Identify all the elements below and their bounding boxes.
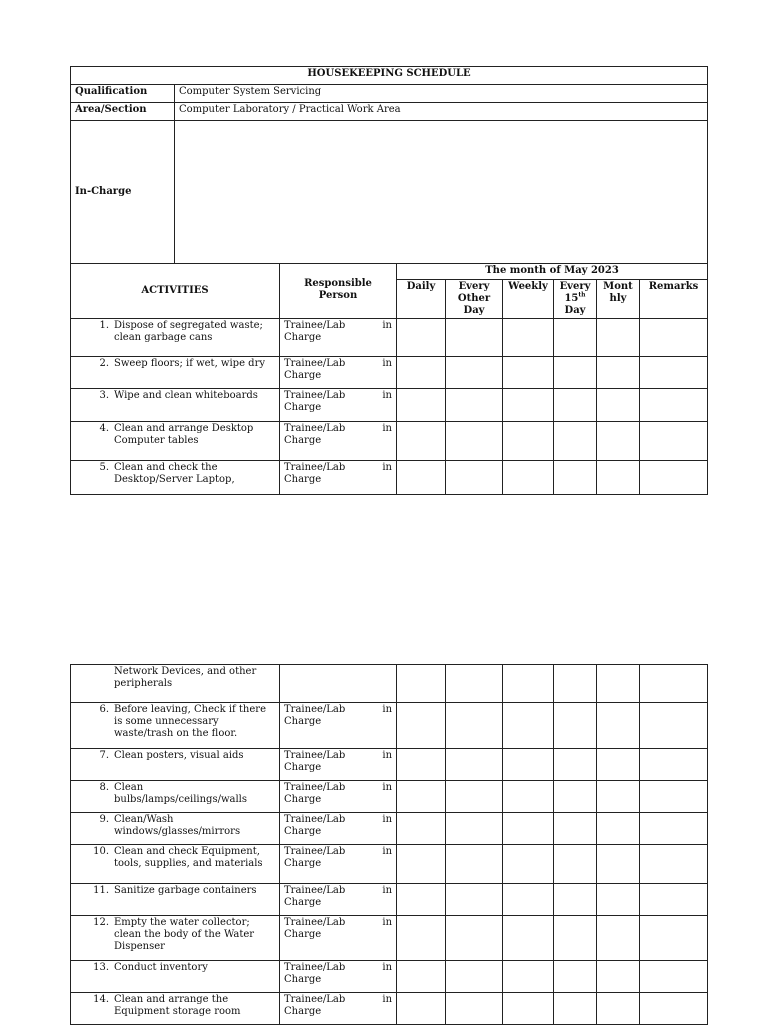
responsible-cell xyxy=(280,389,397,422)
weekly-cell xyxy=(503,357,554,389)
daily-cell xyxy=(397,845,446,884)
every-other-day-cell xyxy=(446,845,503,884)
activity-number: 3. xyxy=(99,390,109,401)
activity-number: 5. xyxy=(99,462,109,473)
responsible-text: Trainee/Lab xyxy=(284,704,346,715)
weekly-cell xyxy=(503,916,554,961)
remarks-cell xyxy=(640,916,708,961)
responsible-text: in xyxy=(382,994,393,1005)
every-other-day-cell xyxy=(446,813,503,845)
table-row xyxy=(71,422,708,461)
table-row xyxy=(71,884,708,916)
schedule-title: HOUSEKEEPING SCHEDULE xyxy=(71,67,708,85)
activity-cell xyxy=(71,916,280,961)
weekly-cell xyxy=(503,422,554,461)
responsible-header: Responsible Person xyxy=(280,264,397,319)
activity-text: Before leaving, Check if there is some unnecessary waste/trash on the floor. xyxy=(114,704,266,739)
responsible-text: Charge xyxy=(284,929,322,940)
responsible-text: Trainee/Lab xyxy=(284,390,346,401)
every-other-day-cell xyxy=(446,884,503,916)
responsible-text: in xyxy=(382,814,393,825)
every-15th-day-cell xyxy=(554,884,597,916)
table-row xyxy=(71,916,708,961)
activity-text: Clean posters, visual aids xyxy=(114,750,244,761)
remarks-cell xyxy=(640,961,708,993)
remarks-cell xyxy=(640,389,708,422)
activity-cell xyxy=(71,461,280,495)
monthly-cell xyxy=(597,703,640,749)
responsible-cell xyxy=(280,319,397,357)
every-15th-day-cell xyxy=(554,813,597,845)
activity-number: 11. xyxy=(93,885,109,896)
responsible-text: in xyxy=(382,846,393,857)
activity-number: 1. xyxy=(99,320,109,331)
activity-text: Conduct inventory xyxy=(114,962,208,973)
table-row xyxy=(71,665,708,703)
remarks-header: Remarks xyxy=(640,280,708,319)
qualification-value: Computer System Servicing xyxy=(175,85,708,103)
responsible-cell xyxy=(280,749,397,781)
incharge-value xyxy=(175,121,708,264)
monthly-cell xyxy=(597,884,640,916)
activity-number: 2. xyxy=(99,358,109,369)
responsible-text: Charge xyxy=(284,897,322,908)
responsible-cell xyxy=(280,703,397,749)
monthly-cell xyxy=(597,916,640,961)
responsible-text: Trainee/Lab xyxy=(284,320,346,331)
table-row xyxy=(71,357,708,389)
remarks-cell xyxy=(640,319,708,357)
responsible-text: Charge xyxy=(284,826,322,837)
activity-number: 12. xyxy=(93,917,109,928)
activity-text: Clean bulbs/lamps/ceilings/walls xyxy=(114,782,247,805)
responsible-text: Charge xyxy=(284,794,322,805)
responsible-text: Trainee/Lab xyxy=(284,782,346,793)
area-label: Area/Section xyxy=(71,103,175,121)
table-row xyxy=(71,749,708,781)
table-row xyxy=(71,813,708,845)
weekly-header: Weekly xyxy=(503,280,554,319)
remarks-cell xyxy=(640,845,708,884)
activity-text: Clean and arrange Desktop Computer tables xyxy=(114,423,254,446)
every-other-day-cell xyxy=(446,422,503,461)
monthly-cell xyxy=(597,319,640,357)
every-other-day-cell xyxy=(446,916,503,961)
daily-cell xyxy=(397,749,446,781)
table-row xyxy=(71,319,708,357)
responsible-text: Charge xyxy=(284,402,322,413)
month-header: The month of May 2023 xyxy=(397,264,708,280)
weekly-cell xyxy=(503,993,554,1025)
housekeeping-schedule-table-continued xyxy=(70,664,708,1025)
responsible-text: in xyxy=(382,917,393,928)
daily-cell xyxy=(397,961,446,993)
weekly-cell xyxy=(503,961,554,993)
table-row xyxy=(71,703,708,749)
monthly-cell xyxy=(597,845,640,884)
responsible-text: Charge xyxy=(284,974,322,985)
daily-cell xyxy=(397,389,446,422)
responsible-text: Trainee/Lab xyxy=(284,917,346,928)
activity-text: Clean/Wash windows/glasses/mirrors xyxy=(114,814,241,837)
activity-number: 14. xyxy=(93,994,109,1005)
every-other-day-cell xyxy=(446,993,503,1025)
activity-text: Sweep floors; if wet, wipe dry xyxy=(114,358,266,369)
area-value: Computer Laboratory / Practical Work Area xyxy=(175,103,708,121)
responsible-cell xyxy=(280,916,397,961)
every-other-day-cell xyxy=(446,389,503,422)
responsible-cell xyxy=(280,961,397,993)
responsible-text: Trainee/Lab xyxy=(284,750,346,761)
responsible-cell xyxy=(280,781,397,813)
every-15th-day-cell xyxy=(554,961,597,993)
monthly-cell xyxy=(597,389,640,422)
responsible-cell xyxy=(280,845,397,884)
monthly-cell xyxy=(597,993,640,1025)
table-row xyxy=(71,845,708,884)
every-other-day-cell xyxy=(446,961,503,993)
remarks-cell xyxy=(640,703,708,749)
responsible-text: in xyxy=(382,750,393,761)
daily-cell xyxy=(397,422,446,461)
responsible-text: Trainee/Lab xyxy=(284,885,346,896)
weekly-cell xyxy=(503,389,554,422)
weekly-cell xyxy=(503,703,554,749)
activity-text: Wipe and clean whiteboards xyxy=(114,390,258,401)
responsible-text: Charge xyxy=(284,370,322,381)
monthly-cell xyxy=(597,422,640,461)
every-other-day-cell xyxy=(446,703,503,749)
responsible-text: Trainee/Lab xyxy=(284,994,346,1005)
responsible-text: Charge xyxy=(284,474,322,485)
daily-cell xyxy=(397,703,446,749)
activity-number: 9. xyxy=(99,814,109,825)
remarks-cell xyxy=(640,749,708,781)
activity-text: Clean and arrange the Equipment storage room xyxy=(114,994,241,1017)
responsible-cell xyxy=(280,357,397,389)
responsible-text: Trainee/Lab xyxy=(284,423,346,434)
responsible-text: Trainee/Lab xyxy=(284,846,346,857)
responsible-text: in xyxy=(382,782,393,793)
every-15th-day-cell xyxy=(554,749,597,781)
responsible-text: in xyxy=(382,390,392,401)
activities-header: ACTIVITIES xyxy=(71,264,280,319)
activity-text: Sanitize garbage containers xyxy=(114,885,257,896)
responsible-cell xyxy=(280,422,397,461)
responsible-text: in xyxy=(382,885,393,896)
responsible-text: Trainee/Lab xyxy=(284,462,346,473)
responsible-text: in xyxy=(382,423,392,434)
responsible-cell xyxy=(280,665,397,703)
activity-cell xyxy=(71,961,280,993)
activity-cell xyxy=(71,993,280,1025)
every-15th-day-cell xyxy=(554,461,597,495)
daily-cell xyxy=(397,916,446,961)
activity-continuation-text: Network Devices, and other peripherals xyxy=(114,666,257,689)
weekly-cell xyxy=(503,781,554,813)
weekly-cell xyxy=(503,813,554,845)
remarks-cell xyxy=(640,781,708,813)
activity-cell xyxy=(71,781,280,813)
responsible-cell xyxy=(280,884,397,916)
activity-number: 7. xyxy=(99,750,109,761)
responsible-text: Trainee/Lab xyxy=(284,358,346,369)
activity-cell xyxy=(71,665,280,703)
responsible-text: in xyxy=(382,704,393,715)
daily-cell xyxy=(397,813,446,845)
every-15th-day-cell xyxy=(554,357,597,389)
every-other-day-cell xyxy=(446,357,503,389)
weekly-cell xyxy=(503,319,554,357)
every-other-day-header: Every Other Day xyxy=(446,280,503,319)
table-row xyxy=(71,993,708,1025)
remarks-cell xyxy=(640,884,708,916)
monthly-cell xyxy=(597,813,640,845)
activity-number: 10. xyxy=(93,846,109,857)
responsible-text: Charge xyxy=(284,332,322,343)
remarks-cell xyxy=(640,461,708,495)
weekly-cell xyxy=(503,749,554,781)
daily-cell xyxy=(397,319,446,357)
daily-cell xyxy=(397,357,446,389)
responsible-text: Trainee/Lab xyxy=(284,962,346,973)
every-15th-day-cell xyxy=(554,422,597,461)
every-15th-day-cell xyxy=(554,703,597,749)
every-other-day-cell xyxy=(446,319,503,357)
every-15th-day-cell xyxy=(554,993,597,1025)
activity-cell xyxy=(71,845,280,884)
qualification-label: Qualification xyxy=(71,85,175,103)
responsible-text: Trainee/Lab xyxy=(284,814,346,825)
every-15th-day-cell xyxy=(554,389,597,422)
every-other-day-cell xyxy=(446,781,503,813)
activity-text: Clean and check the Desktop/Server Laptop, xyxy=(114,462,235,485)
every-15th-day-cell xyxy=(554,319,597,357)
activity-cell xyxy=(71,703,280,749)
daily-header: Daily xyxy=(397,280,446,319)
activity-text: Empty the water collector; clean the body of the Water Dispenser xyxy=(114,917,255,952)
remarks-cell xyxy=(640,357,708,389)
incharge-label: In-Charge xyxy=(71,121,175,264)
every-15th-day-cell xyxy=(554,781,597,813)
daily-cell xyxy=(397,781,446,813)
responsible-text: Charge xyxy=(284,858,322,869)
daily-cell xyxy=(397,461,446,495)
remarks-cell xyxy=(640,993,708,1025)
monthly-header: Mont hly xyxy=(597,280,640,319)
responsible-cell xyxy=(280,461,397,495)
activity-cell xyxy=(71,813,280,845)
monthly-cell xyxy=(597,961,640,993)
activity-number: 13. xyxy=(93,962,109,973)
weekly-cell xyxy=(503,884,554,916)
table-row xyxy=(71,389,708,422)
remarks-cell xyxy=(640,813,708,845)
every-15th-day-cell xyxy=(554,845,597,884)
remarks-cell xyxy=(640,422,708,461)
every-other-day-cell xyxy=(446,461,503,495)
monthly-cell xyxy=(597,357,640,389)
table-row xyxy=(71,461,708,495)
activity-cell xyxy=(71,749,280,781)
every-15th-day-header: Every 15th Day xyxy=(554,280,597,319)
activity-cell xyxy=(71,389,280,422)
monthly-cell xyxy=(597,461,640,495)
responsible-cell xyxy=(280,813,397,845)
every-other-day-cell xyxy=(446,749,503,781)
monthly-cell xyxy=(597,749,640,781)
monthly-cell xyxy=(597,781,640,813)
weekly-cell xyxy=(503,845,554,884)
activity-cell xyxy=(71,319,280,357)
activity-number: 4. xyxy=(99,423,109,434)
responsible-text: in xyxy=(382,320,392,331)
activity-cell xyxy=(71,357,280,389)
responsible-text: Charge xyxy=(284,716,322,727)
activity-cell xyxy=(71,422,280,461)
daily-cell xyxy=(397,884,446,916)
activity-number: 6. xyxy=(99,704,109,715)
responsible-text: Charge xyxy=(284,1006,322,1017)
responsible-text: in xyxy=(382,358,392,369)
weekly-cell xyxy=(503,461,554,495)
responsible-text: Charge xyxy=(284,762,322,773)
table-row xyxy=(71,961,708,993)
responsible-text: in xyxy=(382,462,392,473)
activity-text: Dispose of segregated waste; clean garbage cans xyxy=(114,320,263,343)
responsible-cell xyxy=(280,993,397,1025)
activity-text: Clean and check Equipment, tools, supplies, and materials xyxy=(114,846,263,869)
housekeeping-schedule-table xyxy=(70,66,708,495)
activity-number: 8. xyxy=(99,782,109,793)
table-row xyxy=(71,781,708,813)
daily-cell xyxy=(397,993,446,1025)
responsible-text: Charge xyxy=(284,435,322,446)
every-15th-day-cell xyxy=(554,916,597,961)
activity-cell xyxy=(71,884,280,916)
responsible-text: in xyxy=(382,962,393,973)
